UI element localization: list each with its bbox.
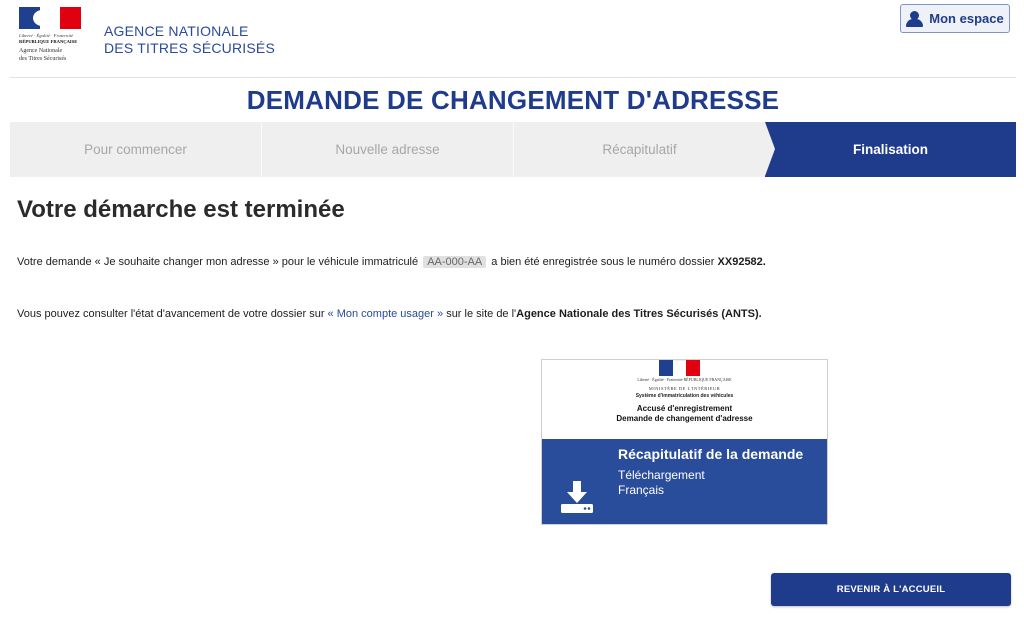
doc-ministry: MINISTÈRE DE L'INTÉRIEUR [648,386,721,391]
step-recapitulatif [513,122,765,177]
message-text: Vous pouvez consulter l'état d'avancement de votre dossier sur [17,308,325,320]
mon-compte-usager-link[interactable]: « Mon compte usager » [327,308,444,320]
logo-agency-line1: Agence Nationale [19,48,63,54]
step-label: Nouvelle adresse [335,142,440,157]
logo-agency-line2: des Titres Sécurisés [19,56,67,62]
doc-system: Système d'immatriculation des véhicules [635,393,734,399]
dossier-number: XX92582. [717,256,766,268]
user-icon [906,11,923,27]
download-icon [559,479,595,515]
step-label: Récapitulatif [602,142,677,157]
agency-name-line2: DES TITRES SÉCURISÉS [104,40,276,56]
agency-name[interactable] [104,23,275,57]
step-label: Finalisation [852,142,928,157]
progress-steps [10,122,1016,177]
account-info-message [17,308,762,320]
step-finalisation [765,122,1016,177]
mon-espace-label: Mon espace [929,11,1004,26]
download-info [618,468,705,498]
confirmation-message [17,256,766,268]
marianne-logo[interactable] [19,7,85,63]
back-to-home-button[interactable]: REVENIR À L'ACCUEIL [771,573,1011,606]
recap-download-card[interactable] [541,359,828,525]
step-pour-commencer [10,122,261,177]
recap-heading: Récapitulatif de la demande [618,446,804,462]
french-flag-icon [19,7,81,29]
doc-title-line1: Accusé d'enregistrement [636,404,733,413]
step-nouvelle-adresse [261,122,513,177]
confirmation-title: Votre démarche est terminée [17,196,345,223]
download-language: Français [618,483,665,497]
logo-motto: Liberté · Égalité · Fraternité [19,33,74,38]
mon-espace-button[interactable] [900,4,1010,33]
download-action: Téléchargement [618,468,705,482]
message-text: sur le site de l' [446,308,517,320]
message-text: a bien été enregistrée sous le numéro dossier [491,256,715,268]
logo-republic: RÉPUBLIQUE FRANÇAISE [19,39,78,44]
download-panel[interactable] [542,439,827,525]
doc-republic: Liberté · Égalité · Fraternité RÉPUBLIQUE FRANÇAISE [637,377,732,382]
header-divider [10,77,1016,78]
page-title: DEMANDE DE CHANGEMENT D'ADRESSE [246,85,780,115]
step-label: Pour commencer [84,142,187,157]
license-plate: AA-000-AA [423,256,486,268]
agency-full-name: Agence Nationale des Titres Sécurisés (ANTS). [516,308,762,320]
agency-name-line1: AGENCE NATIONALE [104,23,249,39]
french-flag-icon [659,360,700,376]
doc-title-line2: Demande de changement d'adresse [616,414,753,423]
document-preview [542,360,827,439]
message-text: Votre demande « Je souhaite changer mon adresse » pour le véhicule immatriculé [17,256,419,268]
